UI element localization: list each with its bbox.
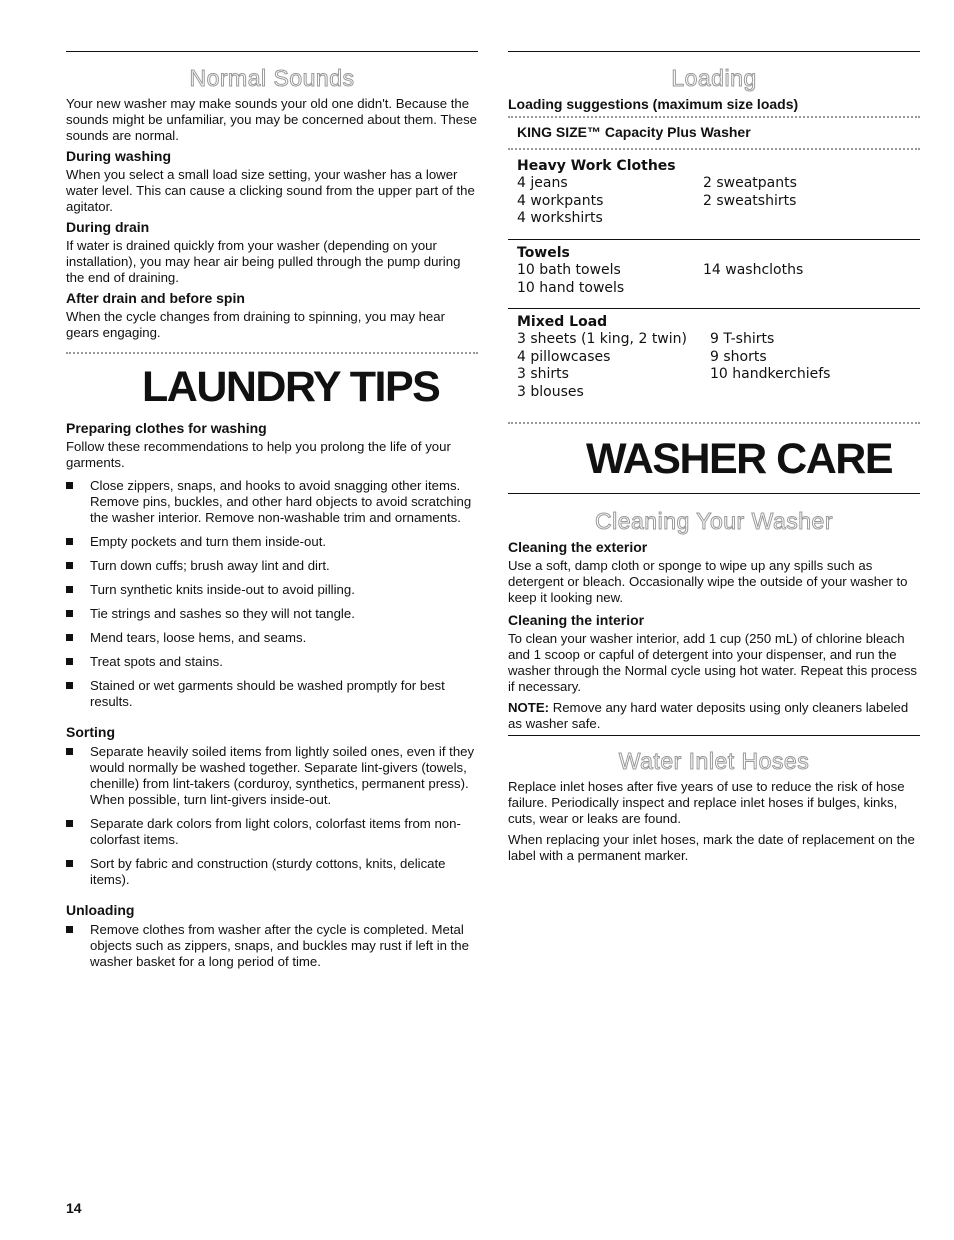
note-paragraph: [508, 700, 920, 732]
bullet-icon: [66, 610, 73, 617]
load-item: [703, 280, 920, 298]
load-item: 3 shirts: [517, 366, 569, 382]
load-item: 14 washcloths: [703, 262, 804, 278]
page-number: 14: [66, 1200, 82, 1216]
dotted-divider: [66, 352, 478, 354]
section-rule: [508, 51, 920, 52]
load-item: 3 sheets (1 king, 2 twin): [517, 331, 687, 347]
cleaning-body: [508, 539, 920, 732]
section-rule: [508, 735, 920, 736]
laundry-tips-body: [66, 420, 478, 978]
load-item: 9 shorts: [710, 348, 767, 365]
list-item: Sort by fabric and construction (sturdy cottons, knits, delicate items).: [66, 856, 478, 888]
list-item: Empty pockets and turn them inside-out.: [66, 534, 478, 550]
bullet-icon: [66, 482, 73, 489]
list-item: Close zippers, snaps, and hooks to avoid snagging other items. Remove pins, buckles, and other hard objects to avoid scratching the washer interior. Remove non-washable trim and ornaments.: [66, 478, 478, 526]
interior-text: To clean your washer interior, add 1 cup (250 mL) of chlorine bleach and 1 scoop or capful of detergent into your dispenser, and run the washer through the Normal cycle using hot water. Repeat this process if necessary.: [508, 631, 918, 694]
mixed-grid: [517, 331, 920, 401]
bullet-icon: [66, 860, 73, 867]
list-item: Stained or wet garments should be washed promptly for best results.: [66, 678, 478, 710]
load-item: [710, 384, 920, 402]
heavy-work-group: [517, 158, 920, 228]
list-item: Separate dark colors from light colors, colorfast items from non-colorfast items.: [66, 816, 478, 848]
hoses-heading: Water Inlet Hoses: [618, 748, 810, 774]
list-item: Turn synthetic knits inside-out to avoid pilling.: [66, 582, 478, 598]
load-item: 4 pillowcases: [517, 348, 611, 365]
note-text: Remove any hard water deposits using only cleaners labeled as washer safe.: [508, 700, 909, 731]
loading-heading: Loading: [671, 65, 757, 91]
towels-title: Towels: [517, 245, 570, 261]
normal-sounds-body: [66, 96, 478, 341]
after-drain-text: When the cycle changes from draining to spinning, you may hear gears engaging.: [66, 309, 445, 340]
washer-care-heading: WASHER CARE: [586, 435, 893, 483]
interior-title: Cleaning the interior: [508, 612, 645, 628]
mixed-load-group: [517, 314, 920, 401]
bullet-icon: [66, 682, 73, 689]
load-item: 10 bath towels: [517, 262, 621, 278]
bullet-icon: [66, 658, 73, 665]
laundry-tips-heading: LAUNDRY TIPS: [142, 363, 440, 411]
sorting-title: Sorting: [66, 724, 115, 740]
dotted-divider: [508, 116, 920, 118]
towels-group: [517, 245, 920, 297]
heavy-title: Heavy Work Clothes: [517, 158, 676, 174]
load-item: 10 hand towels: [517, 279, 625, 296]
during-drain-title: During drain: [66, 219, 150, 235]
bullet-icon: [66, 586, 73, 593]
unloading-title: Unloading: [66, 902, 135, 918]
after-drain-title: After drain and before spin: [66, 290, 245, 306]
normal-sounds-heading: Normal Sounds: [189, 65, 355, 91]
heavy-grid: [517, 175, 920, 228]
preparing-intro: Follow these recommendations to help you prolong the life of your garments.: [66, 439, 451, 470]
table-divider: [508, 239, 920, 240]
bullet-icon: [66, 748, 73, 755]
unloading-list: [66, 922, 478, 970]
during-washing-title: During washing: [66, 148, 171, 164]
hoses-text-1: Replace inlet hoses after five years of use to reduce the risk of hose failure. Periodically inspect and replace inlet hoses if bulges, kinks, cuts, wear or leaks are found.: [508, 779, 905, 826]
mixed-title: Mixed Load: [517, 314, 608, 330]
load-item: [703, 210, 920, 228]
normal-sounds-intro: Your new washer may make sounds your old one didn't. Because the sounds might be unfamiliar, you may be concerned about them. These sounds are normal.: [66, 96, 478, 143]
bullet-icon: [66, 562, 73, 569]
list-item: Mend tears, loose hems, and seams.: [66, 630, 478, 646]
load-item: 4 workpants: [517, 192, 604, 209]
list-item: Tie strings and sashes so they will not tangle.: [66, 606, 478, 622]
section-rule: [66, 51, 478, 52]
load-item: 10 handkerchiefs: [710, 366, 831, 382]
hoses-text-2: When replacing your inlet hoses, mark the date of replacement on the label with a permanent marker.: [508, 832, 915, 863]
bullet-icon: [66, 820, 73, 827]
loading-suggestions-title: Loading suggestions (maximum size loads): [508, 96, 799, 112]
list-item: Separate heavily soiled items from lightly soiled ones, even if they would normally be washed together. Separate lint-givers (towels, chenille) from lint-takers (corduroy, synthetics, permanent press). When possible, turn lint-givers inside-out.: [66, 744, 478, 808]
load-item: 4 workshirts: [517, 210, 603, 226]
load-item: 4 jeans: [517, 175, 568, 191]
load-item: 9 T-shirts: [710, 331, 775, 347]
exterior-text: Use a soft, damp cloth or sponge to wipe up any spills such as detergent or bleach. Occasionally wipe the outside of your washer to keep it looking new.: [508, 558, 908, 605]
bullet-icon: [66, 538, 73, 545]
preparing-list: [66, 478, 478, 710]
towels-grid: [517, 262, 920, 297]
load-item: 2 sweatpants: [703, 175, 797, 191]
table-divider: [508, 308, 920, 309]
cleaning-heading: Cleaning Your Washer: [594, 508, 833, 534]
dotted-divider: [508, 148, 920, 150]
list-item: Treat spots and stains.: [66, 654, 478, 670]
section-rule: [508, 493, 920, 494]
load-item: 2 sweatshirts: [703, 192, 797, 209]
bullet-icon: [66, 634, 73, 641]
load-item: 3 blouses: [517, 383, 584, 400]
dotted-divider: [508, 422, 920, 424]
hoses-body: [508, 779, 920, 864]
list-item: Turn down cuffs; brush away lint and dirt.: [66, 558, 478, 574]
during-drain-text: If water is drained quickly from your washer (depending on your installation), you may hear air being pulled through the pump during the end of draining.: [66, 238, 461, 285]
model-title: KING SIZE™ Capacity Plus Washer: [517, 124, 751, 140]
exterior-title: Cleaning the exterior: [508, 539, 648, 555]
sorting-list: [66, 744, 478, 888]
list-item: Remove clothes from washer after the cycle is completed. Metal objects such as zippers, snaps, and buckles may rust if left in the washer basket for a long period of time.: [66, 922, 478, 970]
preparing-title: Preparing clothes for washing: [66, 420, 267, 436]
during-washing-text: When you select a small load size setting, your washer has a lower water level. This can cause a clicking sound from the upper part of the agitator.: [66, 167, 475, 214]
bullet-icon: [66, 926, 73, 933]
note-label: NOTE:: [508, 700, 550, 715]
